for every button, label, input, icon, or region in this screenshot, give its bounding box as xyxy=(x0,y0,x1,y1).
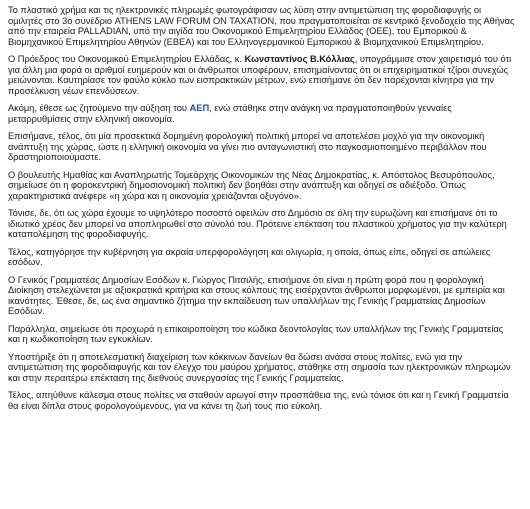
paragraph-2-text-b: , υπογράμμισε στον χαιρετισμό του ότι για άλλη μια φορά οι αριθμοί ευημερούν και οι άνθρωποι υποφέρουν, επισημαίνοντας ότι οι επιχειρηματικοί τζίροι συνεχώς μειώνονται. Καυτηρίασε τον φαύλο κύκλο των εισπρακτικών μέτρων, ενώ επισήμανε ότι δεν παρέχονται κίνητρα για την προσέλκυση νέων επενδύσεων. xyxy=(8,54,512,96)
paragraph-3-text-a: Ακόμη, έθεσε ως ζητούμενο την αύξηση του xyxy=(8,103,190,113)
paragraph-5: Ο βουλευτής Ημαθίας και Αναπληρωτής Τομεάρχης Οικονομικών της Νέας Δημοκρατίας, κ. Απόστολος Βεσυρόπουλος, σημείωσε ότι η φοροκεντρική δημοσιονομική πολιτική δεν βοηθάει στην ανάπτυξη και οδηγεί σε αδιέξοδο. Όπως χαρακτηριστικά ανέφερε «η χώρα και η οικονομία χρειάζονται οξυγόνο». xyxy=(8,169,495,201)
paragraph-4: Επισήμανε, τέλος, ότι μία προσεκτικά δομημένη φορολογική πολιτική μπορεί να αποτελέσει μοχλό για την οικονομική ανάπτυξη της χώρας, ώστε η ελληνική οικονομία να γίνει πιο ανταγωνιστική στο παγκοσμιοποιημένο περιβάλλον που δραστηριοποιούμαστε. xyxy=(8,131,487,162)
speaker-name: Κωνσταντίνος Β.Κόλλιας xyxy=(244,54,355,64)
paragraph-11: Τέλος, απηύθυνε κάλεσμα στους πολίτες να σταθούν αρωγοί στην προσπάθεια της, ενώ τόνισε ότι και η Γενική Γραμματεία θα είναι δίπλα στους φορολογούμενους, για να κάνει τη ζωή τους πιο εύκολη. xyxy=(8,390,509,411)
paragraph-3-text-b: , ενώ στάθηκε στην ανάγκη να πραγματοποιηθούν γενναίες μεταρρυθμίσεις στην ελληνική οικονομία. xyxy=(8,103,452,124)
paragraph-2-text-a: Ο Πρόεδρος του Οικονομικού Επιμελητηρίου Ελλάδας, κ. xyxy=(8,54,245,64)
paragraph-3 xyxy=(8,103,516,124)
paragraph-7: Τέλος, κατηγόρησε την κυβέρνηση για ακραία υπερφορολόγηση και ολιγωρία, η οποία, όπως είπε, οδηγεί σε απώλειες εσόδων. xyxy=(8,246,491,267)
paragraph-1: Το πλαστικό χρήμα και τις ηλεκτρονικές πληρωμές φωτογράφισαν ως λύση στην αντιμετώπιση της φοροδιαφυγής οι ομιλητές στο 3ο συνέδριο ATHENS LAW FORUM ON TAXATION, που πραγματοποιείται σε κεντρικό ξενοδοχείο της Αθήνας από την εταιρεία PALLADIAN, υπό την αιγίδα του Οικονομικού Επιμελητηρίου Ελλάδος (ΟΕΕ), του Εμπορικού & Βιομηχανικού Επιμελητηρίου Αθηνών (ΕΒΕΑ) και του Ελληνογερμανικού Εμπορικού & Βιομηχανικού Επιμελητηρίου. xyxy=(8,5,515,47)
gdp-term: ΑΕΠ xyxy=(189,103,210,113)
paragraph-6: Τόνισε, δε, ότι ως χώρα έχουμε το υψηλότερο ποσοστό οφειλών στο Δημόσιο σε όλη την ευρωζώνη και επισήμανε ότι το ιδιωτικό χρέος δεν μπορεί να αποπληρωθεί στο σύνολό του. Πρότεινε επέκταση του πλαστικού χρήματος για την καλύτερη καταπολέμηση της φοροδιαφυγής. xyxy=(8,208,507,239)
paragraph-2 xyxy=(8,54,516,96)
paragraph-10: Υποστήριξε ότι η αποτελεσματική διαχείριση των κόκκινων δανείων θα δώσει ανάσα στους πολίτες, ενώ για την αντιμετώπιση της φοροδιαφυγής και τον έλεγχο του μαύρου χρήματος, στάθηκε στη σημασία των ηλεκτρονικών πληρωμών και στην περαιτέρω επέκταση της διεθνούς συνεργασίας της Γενικής Γραμματείας. xyxy=(8,351,511,383)
paragraph-8: Ο Γενικός Γραμματέας Δημοσίων Εσόδων κ. Γιώργος Πιτσιλής, επισήμανε ότι είναι η πρώτη φορά που η φορολογική Διοίκηση στελεχώνεται με αξιοκρατικά κριτήρια και στους κόλπους της εισέρχονται άνθρωποι μορφωμένοι, με εμπειρία και ικανότητες. Έθεσε, δε, ως ένα σημαντικό ζήτημα την εκπαίδευση των υπαλλήλων της Γενικής Γραμματείας Δημοσίων Εσόδων. xyxy=(8,274,505,316)
paragraph-9: Παράλληλα, σημείωσε ότι προχωρά η επικαιροποίηση του κώδικα δεοντολογίας των υπαλλήλων της Γενικής Γραμματείας και η κωδικοποίηση των εγκυκλίων. xyxy=(8,323,504,344)
